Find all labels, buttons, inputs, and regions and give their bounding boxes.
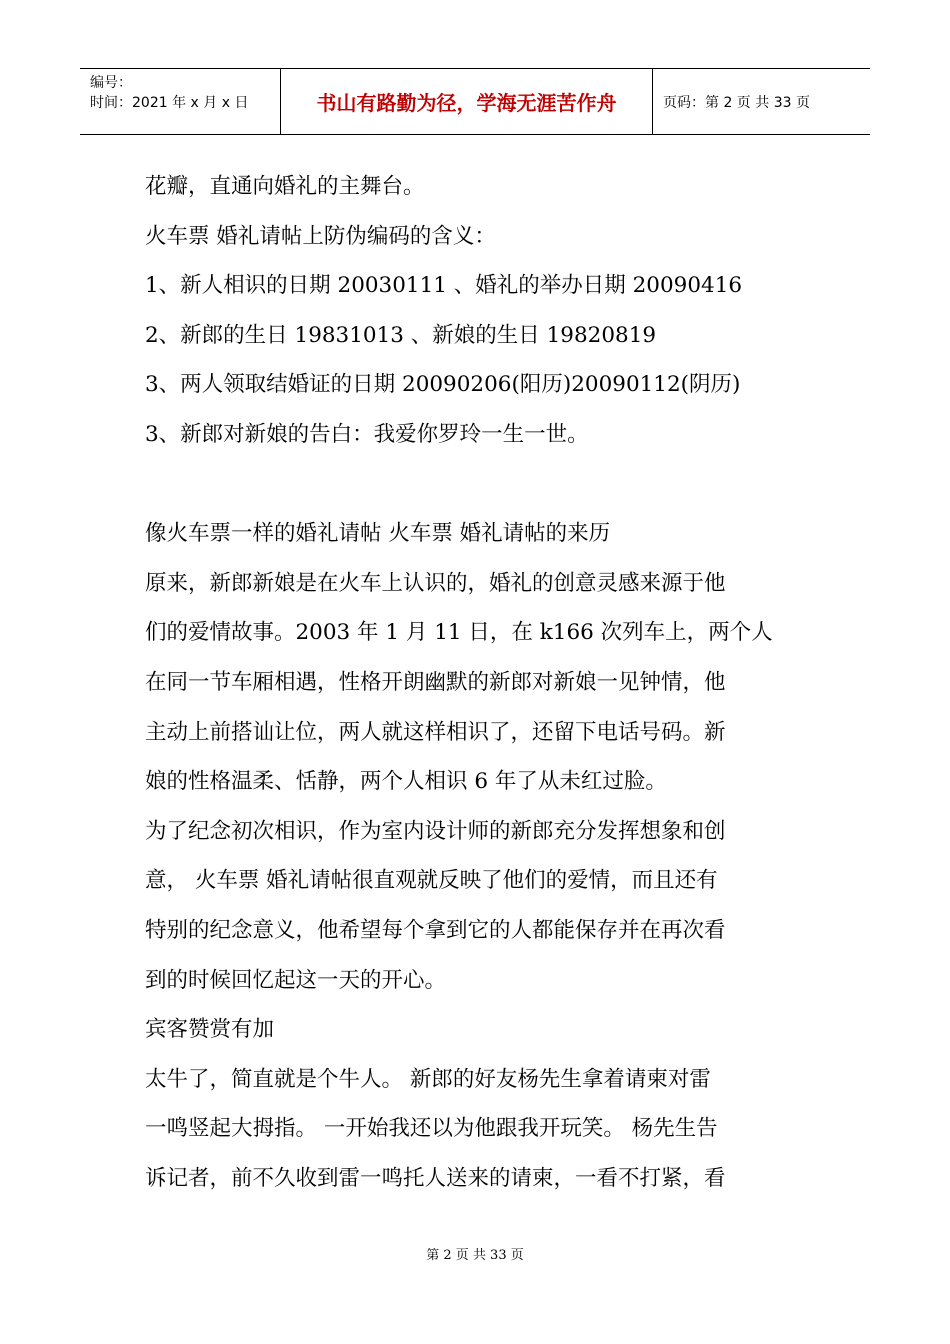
body-line: 娘的性格温柔、恬静，两个人相识 6 年了从未红过脸。: [145, 769, 667, 795]
document-body: [145, 162, 795, 1203]
body-line: 太牛了，简直就是个牛人。 新郎的好友杨先生拿着请柬对雷: [145, 1066, 711, 1092]
body-line: 花瓣，直通向婚礼的主舞台。: [145, 174, 425, 199]
body-line: 在同一节车厢相遇，性格开朗幽默的新郎对新娘一见钟情，他: [145, 669, 726, 695]
body-line: 诉记者，前不久收到雷一鸣托人送来的请柬，一看不打紧，看: [145, 1165, 726, 1191]
body-line: 原来，新郎新娘是在火车上认识的，婚礼的创意灵感来源于他: [145, 570, 726, 596]
body-line: 们的爱情故事。2003 年 1 月 11 日，在 k166 次列车上，两个人: [145, 620, 773, 646]
body-line: 火车票 婚礼请帖上防伪编码的含义：: [145, 223, 496, 249]
body-line: 3、两人领取结婚证的日期 20090206(阳历)20090112(阴历): [145, 372, 741, 398]
body-line: 为了纪念初次相识，作为室内设计师的新郎充分发挥想象和创: [145, 818, 726, 844]
page-footer: 第 2 页 共 33 页: [426, 1248, 524, 1263]
body-line: 主动上前搭讪让位，两人就这样相识了，还留下电话号码。新: [145, 719, 726, 745]
blank-line: [145, 460, 795, 510]
document-number-label: 编号：: [90, 75, 132, 91]
body-line: 1、新人相识的日期 20030111 、婚礼的举办日期 20090416: [145, 273, 743, 299]
body-line: 到的时候回忆起这一天的开心。: [145, 967, 447, 993]
body-line: 一鸣竖起大拇指。 一开始我还以为他跟我开玩笑。 杨先生告: [145, 1116, 718, 1142]
body-line: 3、新郎对新娘的告白：我爱你罗玲一生一世。: [145, 421, 589, 447]
header-page-indicator: 页码：第 2 页 共 33 页: [663, 94, 810, 111]
body-line: 宾客赞赏有加: [145, 1017, 275, 1043]
header-meta: [80, 69, 281, 134]
header-motto: 书山有路勤为径，学海无涯苦作舟: [281, 69, 653, 134]
body-line: 特别的纪念意义，他希望每个拿到它的人都能保存并在再次看: [145, 917, 726, 943]
document-time-label: 时间：2021 年 x 月 x 日: [90, 95, 249, 111]
page-header: [80, 68, 870, 135]
body-line: 2、新郎的生日 19831013 、新娘的生日 19820819: [145, 322, 657, 348]
body-line: 像火车票一样的婚礼请帖 火车票 婚礼请帖的来历: [145, 521, 611, 547]
body-line: 意， 火车票 婚礼请帖很直观就反映了他们的爱情，而且还有: [145, 868, 718, 894]
